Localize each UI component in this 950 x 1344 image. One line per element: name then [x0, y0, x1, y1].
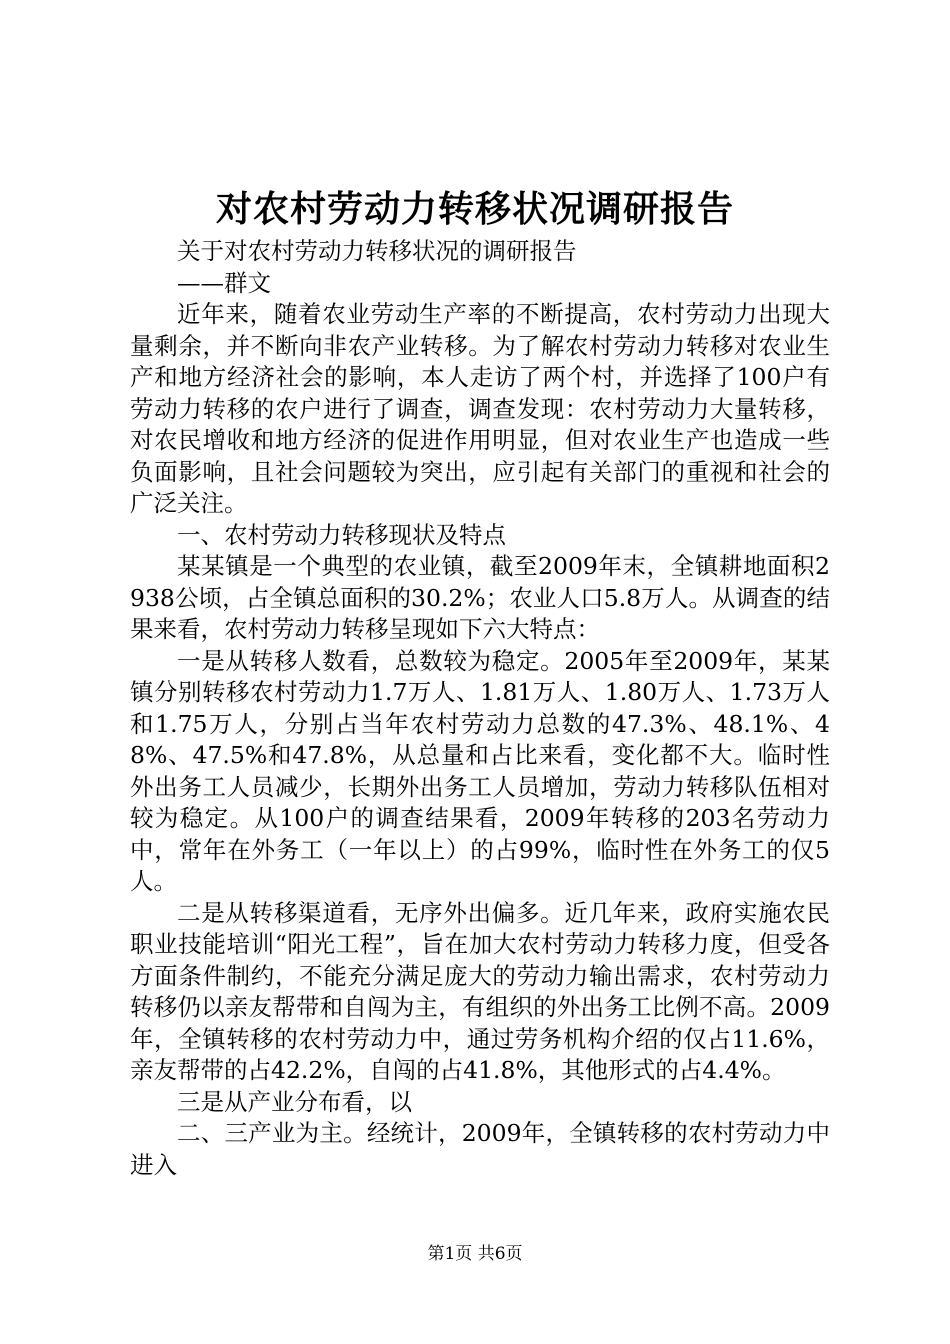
page-number-footer: 第1页 共6页 [427, 1244, 523, 1264]
document-body [130, 236, 830, 1181]
body-paragraph: 某某镇是一个典型的农业镇，截至2009年末，全镇耕地面积2938公顷，占全镇总面积的30.2%；农业人口5.8万人。从调查的结果来看，农村劳动力转移呈现如下六大特点： [130, 552, 830, 643]
intro-paragraph: 近年来，随着农业劳动生产率的不断提高，农村劳动力出现大量剩余，并不断向非农产业转移。为了解农村劳动力转移对农业生产和地方经济社会的影响，本人走访了两个村，并选择了100户有劳动力转移的农户进行了调查，调查发现：农村劳动力大量转移，对农民增收和地方经济的促进作用明显，但对农业生产也造成一些负面影响，且社会问题较为突出，应引起有关部门的重视和社会的广泛关注。 [130, 300, 830, 517]
body-paragraph: 二、三产业为主。经统计，2009年，全镇转移的农村劳动力中进入 [130, 1119, 830, 1179]
document-title: 对农村劳动力转移状况调研报告 [215, 188, 734, 230]
body-paragraph: 三是从产业分布看，以 [177, 1087, 412, 1116]
author-line: ——群文 [177, 268, 271, 297]
body-paragraph: 二是从转移渠道看，无序外出偏多。近几年来，政府实施农民职业技能培训“阳光工程”，旨在加大农村劳动力转移力度，但受各方面条件制约，不能充分满足庞大的劳动力输出需求，农村劳动力转移仍以亲友帮带和自闯为主，有组织的外出务工比例不高。2009年，全镇转移的农村劳动力中，通过劳务机构介绍的仅占11.6%，亲友帮带的占42.2%，自闯的占41.8%，其他形式的占4.4%。 [130, 898, 830, 1084]
subtitle-line: 关于对农村劳动力转移状况的调研报告 [177, 237, 577, 265]
body-paragraph: 一是从转移人数看，总数较为稳定。2005年至2009年，某某镇分别转移农村劳动力1.7万人、1.81万人、1.80万人、1.73万人和1.75万人，分别占当年农村劳动力总数的47.3%、48.1%、48%、47.5%和47.8%，从总量和占比来看，变化都不大。临时性外出务工人员减少，长期外出务工人员增加，劳动力转移队伍相对较为稳定。从100户的调查结果看，2009年转移的203名劳动力中，常年在外务工（一年以上）的占99%，临时性在外务工的仅5人。 [130, 646, 830, 895]
section-heading-1: 一、农村劳动力转移现状及特点 [177, 520, 506, 549]
